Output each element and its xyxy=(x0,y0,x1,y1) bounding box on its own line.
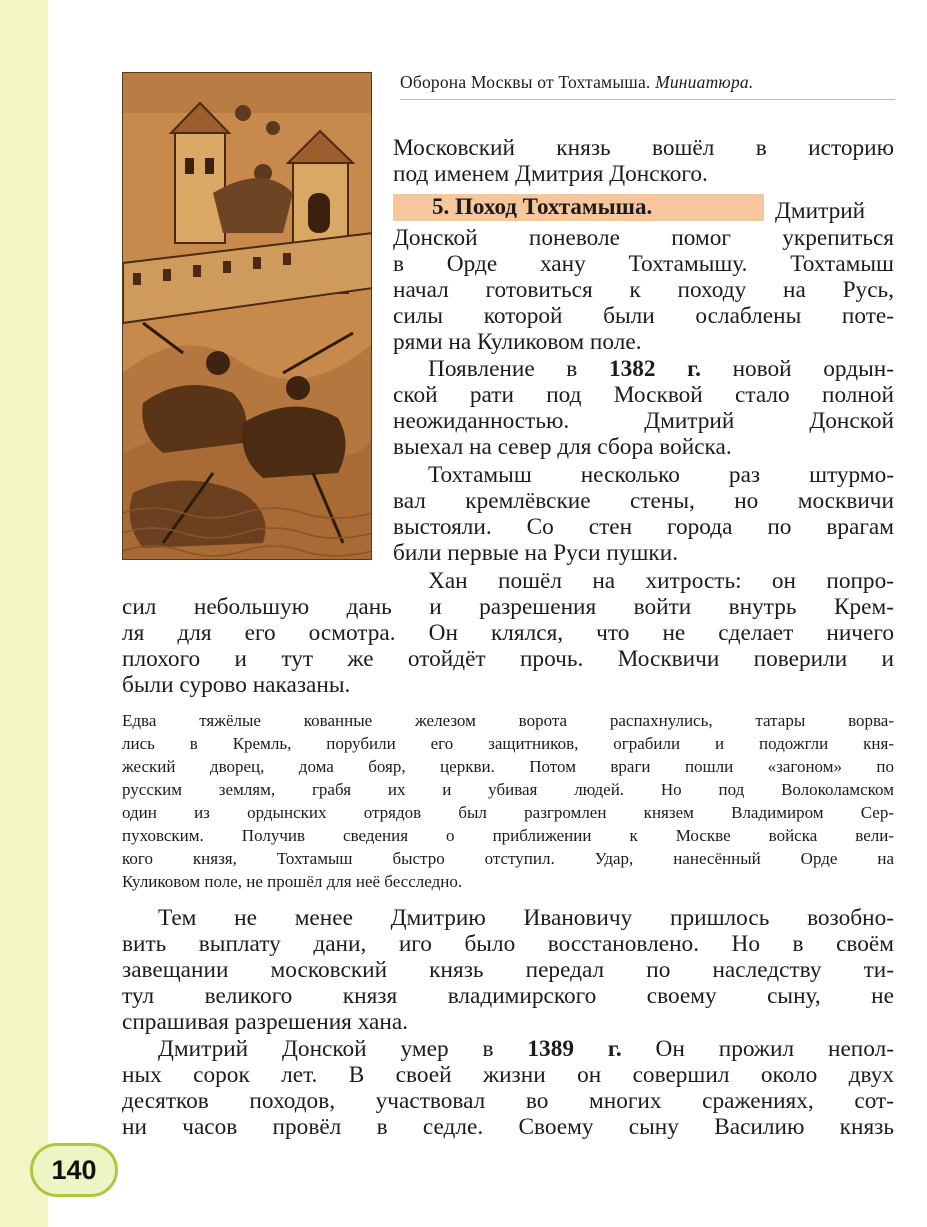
caption-italic: Миниатюра. xyxy=(655,72,754,92)
illustration-caption xyxy=(400,68,895,100)
page-margin-strip xyxy=(0,0,48,1227)
miniature-illustration xyxy=(122,72,372,560)
text-line: Тохтамыш несколько раз штурмо- xyxy=(428,462,894,488)
text-line: начал готовиться к походу на Русь, xyxy=(393,277,894,303)
section-heading: 5. Поход Тохтамыша. xyxy=(432,194,653,219)
text-line: рями на Куликовом поле. xyxy=(393,329,642,355)
text-line: били первые на Руси пушки. xyxy=(393,540,679,566)
text-line: Хан пошёл на хитрость: он попро- xyxy=(428,568,894,594)
text-line: ля для его осмотра. Он клялся, что не сделает ничего xyxy=(122,620,894,646)
text-fragment: Появление в xyxy=(428,356,609,382)
text-line: вить выплату дани, иго было восстановлено. Но в своём xyxy=(122,931,894,957)
text-line: вал кремлёвские стены, но москвичи xyxy=(393,488,894,514)
small-text-line: Едва тяжёлые кованные железом ворота распахнулись, татары ворва- xyxy=(122,711,894,730)
text-line: Донской поневоле помог укрепиться xyxy=(393,225,894,251)
small-text-line: пуховским. Получив сведения о приближении к Москве войска вели- xyxy=(122,826,894,845)
text-line: тул великого князя владимирского своему сыну, не xyxy=(122,983,894,1009)
small-text-line: жеский дворец, дома бояр, церкви. Потом враги пошли «загоном» по xyxy=(122,757,894,776)
page-number: 140 xyxy=(30,1143,118,1197)
year-1382: 1382 г. xyxy=(608,356,701,382)
text-line xyxy=(428,356,894,382)
year-1389: 1389 г. xyxy=(527,1036,622,1062)
text-line: были сурово наказаны. xyxy=(122,672,351,698)
small-text-line: лись в Кремль, порубили его защитников, ограбили и подожгли кня- xyxy=(122,734,894,753)
small-text-line: один из ордынских отрядов был разгромлен князем Владимиром Сер- xyxy=(122,803,894,822)
text-line: выехал на север для сбора войска. xyxy=(393,434,732,460)
text-fragment: Дмитрий Донской умер в xyxy=(158,1036,528,1062)
text-line: Московский князь вошёл в историю xyxy=(393,135,894,161)
text-line: в Орде хану Тохтамышу. Тохтамыш xyxy=(393,251,894,277)
text-line: десятков походов, участвовал во многих сражениях, сот- xyxy=(122,1088,894,1114)
text-line: Тем не менее Дмитрию Ивановичу пришлось возобно- xyxy=(158,905,894,931)
text-line: завещании московский князь передал по наследству ти- xyxy=(122,957,894,983)
small-text-line: кого князя, Тохтамыш быстро отступил. Удар, нанесённый Орде на xyxy=(122,849,894,868)
small-text-line: русским землям, грабя их и убивая людей. Но под Волоколамском xyxy=(122,780,894,799)
text-line: ных сорок лет. В своей жизни он совершил около двух xyxy=(122,1062,894,1088)
text-line: силы которой были ослаблены поте- xyxy=(393,303,894,329)
text-fragment: новой ордын- xyxy=(700,356,894,382)
text-line xyxy=(158,1036,894,1062)
text-line: плохого и тут же отойдёт прочь. Москвичи поверили и xyxy=(122,646,894,672)
text-line: спрашивая разрешения хана. xyxy=(122,1009,409,1035)
small-text-line: Куликовом поле, не прошёл для неё бесследно. xyxy=(122,872,463,891)
miniature-picture xyxy=(123,73,372,560)
text-line: ни часов провёл в седле. Своему сыну Василию князь xyxy=(122,1114,894,1140)
text-line: сил небольшую дань и разрешения войти внутрь Крем- xyxy=(122,594,894,620)
text-line: неожиданностью. Дмитрий Донской xyxy=(393,408,894,434)
paragraph-first-word: Дмитрий xyxy=(775,198,866,224)
caption-text: Оборона Москвы от Тохтамыша. xyxy=(400,72,651,92)
text-line: выстояли. Со стен города по врагам xyxy=(393,514,894,540)
text-line: ской рати под Москвой стало полной xyxy=(393,382,894,408)
text-line: под именем Дмитрия Донского. xyxy=(393,161,708,187)
text-fragment: Он прожил непол- xyxy=(621,1036,894,1062)
